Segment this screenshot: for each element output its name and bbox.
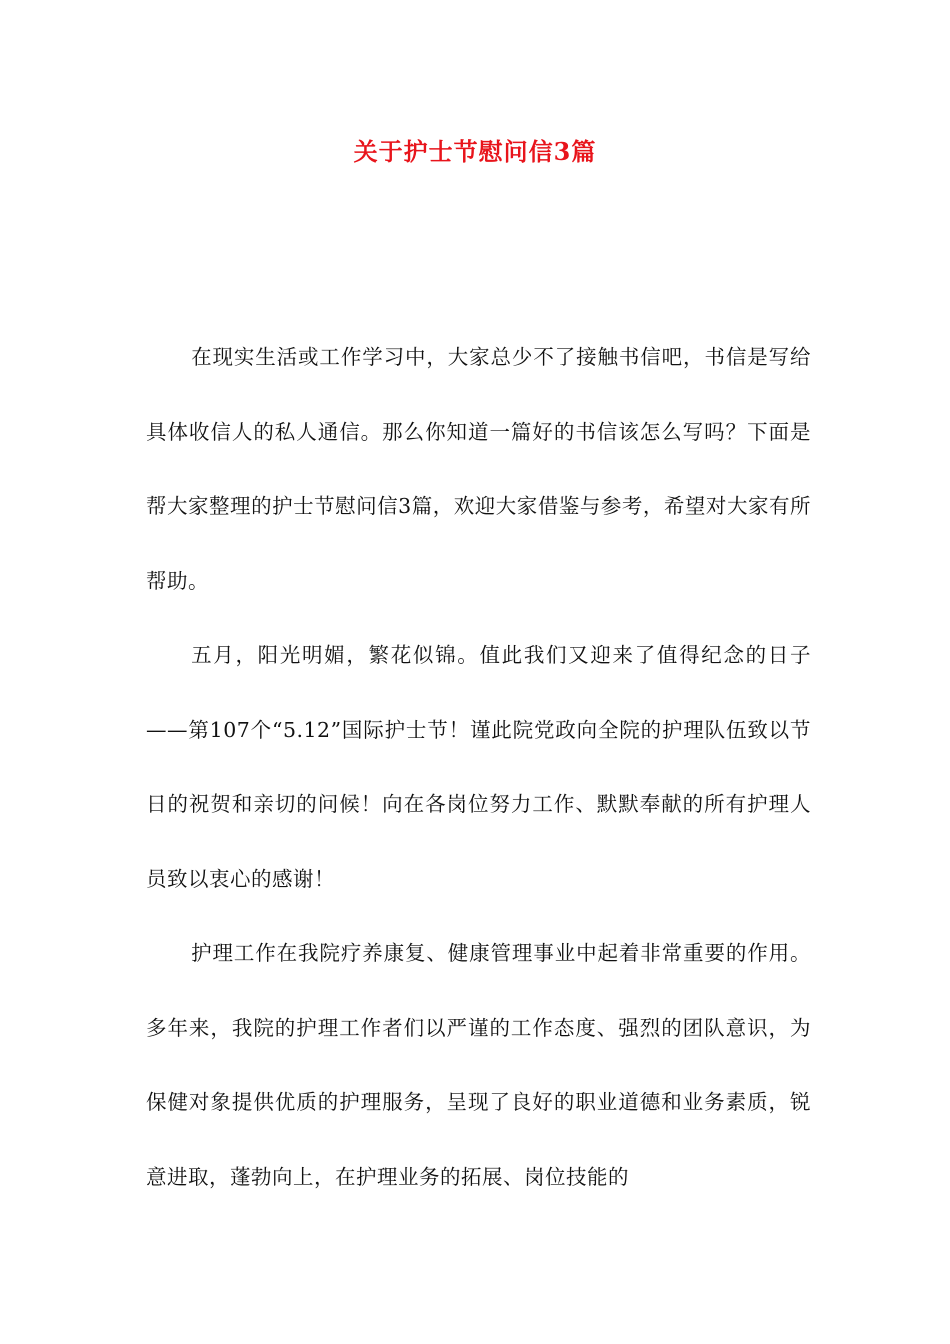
document-title: 关于护士节慰问信3篇 xyxy=(353,137,597,166)
paragraph-greeting: 五月，阳光明媚，繁花似锦。值此我们又迎来了值得纪念的日子——第107个“5.12”国际护士节！谨此院党政向全院的护理队伍致以节日的祝贺和亲切的问候！向在各岗位努力工作、默默奉献的所有护理人员致以衷心的感谢！ xyxy=(146,643,811,891)
paragraph-nursing-work: 护理工作在我院疗养康复、健康管理事业中起着非常重要的作用。多年来，我院的护理工作者们以严谨的工作态度、强烈的团队意识，为保健对象提供优质的护理服务，呈现了良好的职业道德和业务素质，锐意进取，蓬勃向上，在护理业务的拓展、岗位技能的 xyxy=(146,941,811,1189)
paragraph-intro: 在现实生活或工作学习中，大家总少不了接触书信吧，书信是写给具体收信人的私人通信。那么你知道一篇好的书信该怎么写吗？下面是帮大家整理的护士节慰问信3篇，欢迎大家借鉴与参考，希望对大家有所帮助。 xyxy=(146,345,811,593)
document-body xyxy=(146,320,811,1214)
